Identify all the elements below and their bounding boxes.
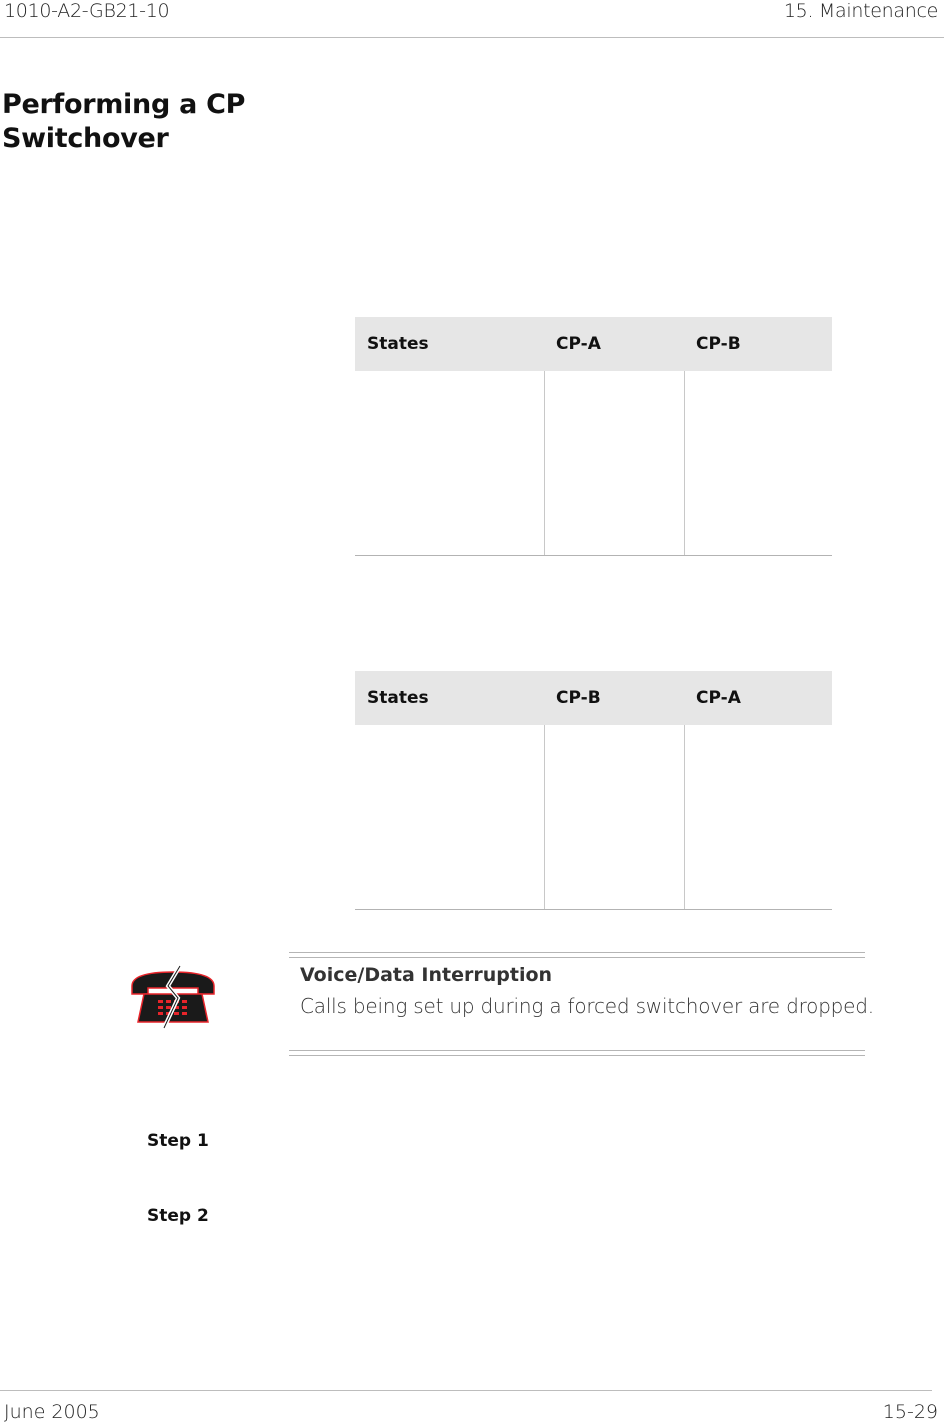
table-row <box>355 371 832 556</box>
table-header-cell: CP-A <box>684 671 832 725</box>
table-header-cell: States <box>355 317 544 371</box>
step-2-label: Step 2 <box>147 1206 209 1226</box>
note-rule-bottom <box>289 1050 865 1056</box>
table-cell <box>544 725 684 910</box>
table-cell <box>684 371 832 556</box>
broken-phone-icon <box>128 964 218 1030</box>
table-header-row <box>355 671 832 725</box>
header-rule <box>0 37 944 38</box>
step-1-label: Step 1 <box>147 1131 209 1151</box>
header-doc-id: 1010-A2-GB21-10 <box>4 0 170 22</box>
note-rule-top <box>289 952 865 958</box>
footer-page-number: 15-29 <box>882 1401 938 1423</box>
table-cell <box>544 371 684 556</box>
table-row <box>355 725 832 910</box>
table-header-cell: CP-A <box>544 317 684 371</box>
footer-rule <box>0 1390 932 1391</box>
states-table-cp-b-active <box>355 671 832 910</box>
section-title: Performing a CP Switchover <box>2 89 246 154</box>
header-chapter: 15. Maintenance <box>783 0 938 22</box>
note-body: Calls being set up during a forced switchover are dropped. <box>300 994 874 1018</box>
table-cell <box>355 725 544 910</box>
table-cell <box>355 371 544 556</box>
table-header-cell: States <box>355 671 544 725</box>
table-header-row <box>355 317 832 371</box>
table-cell <box>684 725 832 910</box>
states-table-cp-a-active <box>355 317 832 556</box>
table-header-cell: CP-B <box>544 671 684 725</box>
table-header-cell: CP-B <box>684 317 832 371</box>
footer-date: June 2005 <box>4 1401 100 1423</box>
note-title: Voice/Data Interruption <box>300 964 553 986</box>
